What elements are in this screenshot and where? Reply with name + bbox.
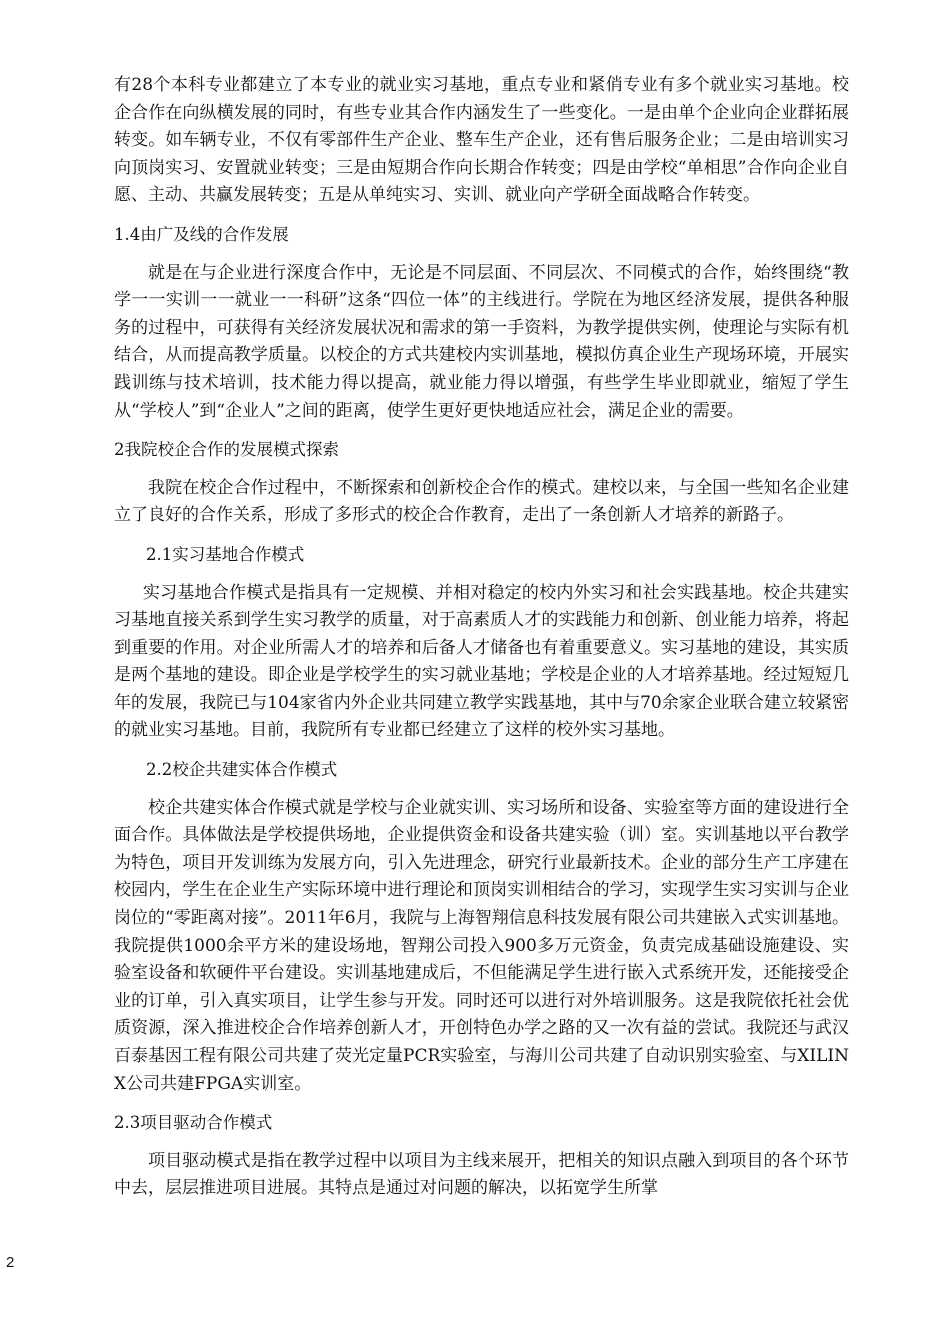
page-number: 2: [6, 1254, 15, 1271]
paragraph-2-1: 实习基地合作模式是指具有一定规模、并相对稳定的校内外实习和社会实践基地。校企共建实习基地直接关系到学生实习教学的质量，对于高素质人才的实践能力和创新、创业能力培养，将起到重要的作用。对企业所需人才的培养和后备人才储备也有着重要意义。实习基地的建设，其实质是两个基地的建设。即企业是学校学生的实习就业基地；学校是企业的人才培养基地。经过短短几年的发展，我院已与104家省内外企业共同建立教学实践基地，其中与70余家企业联合建立较紧密的就业实习基地。目前，我院所有专业都已经建立了这样的校外实习基地。: [114, 582, 849, 741]
document-body: [114, 72, 849, 1203]
heading-2-2: 2.2校企共建实体合作模式: [146, 760, 338, 780]
heading-2-1: 2.1实习基地合作模式: [146, 544, 305, 564]
heading-1-4: 1.4由广及线的合作发展: [114, 224, 289, 244]
heading-2: 2我院校企合作的发展模式探索: [114, 440, 339, 460]
paragraph-2-2: 校企共建实体合作模式就是学校与企业就实训、实习场所和设备、实验室等方面的建设进行全面合作。具体做法是学校提供场地，企业提供资金和设备共建实验（训）室。实训基地以平台教学为特色，项目开发训练为发展方向，引入先进理念，研究行业最新技术。企业的部分生产工序建在校园内，学生在企业生产实际环境中进行理论和顶岗实训相结合的学习，实现学生实习实训与企业岗位的“零距离对接”。2011年6月，我院与上海智翔信息科技发展有限公司共建嵌入式实训基地。我院提供1000余平方米的建设场地，智翔公司投入900多万元资金，负责完成基础设施建设、实验室设备和软硬件平台建设。实训基地建成后，不但能满足学生进行嵌入式系统开发，还能接受企业的订单，引入真实项目，让学生参与开发。同时还可以进行对外培训服务。这是我院依托社会优质资源，深入推进校企合作培养创新人才，开创特色办学之路的又一次有益的尝试。我院还与武汉百泰基因工程有限公司共建了荧光定量PCR实验室，与海川公司共建了自动识别实验室、与XILINX公司共建FPGA实训室。: [114, 797, 849, 1094]
paragraph-2: 我院在校企合作过程中，不断探索和创新校企合作的模式。建校以来，与全国一些知名企业建立了良好的合作关系，形成了多形式的校企合作教育，走出了一条创新人才培养的新路子。: [114, 477, 849, 526]
paragraph-2-3: 项目驱动模式是指在教学过程中以项目为主线来展开，把相关的知识点融入到项目的各个环节中去，层层推进项目进展。其特点是通过对问题的解决，以拓宽学生所掌: [114, 1150, 849, 1199]
paragraph-1-4: 就是在与企业进行深度合作中，无论是不同层面、不同层次、不同模式的合作，始终围绕“教学一一实训一一就业一一科研”这条“四位一体”的主线进行。学院在为地区经济发展，提供各种服务的过程中，可获得有关经济发展状况和需求的第一手资料，为教学提供实例，使理论与实际有机结合，从而提高教学质量。以校企的方式共建校内实训基地，模拟仿真企业生产现场环境，开展实践训练与技术培训，技术能力得以提高，就业能力得以增强，有些学生毕业即就业，缩短了学生从“学校人”到“企业人”之间的距离，使学生更好更快地适应社会，满足企业的需要。: [114, 262, 849, 421]
paragraph-intro: 有28个本科专业都建立了本专业的就业实习基地，重点专业和紧俏专业有多个就业实习基地。校企合作在向纵横发展的同时，有些专业其合作内涵发生了一些变化。一是由单个企业向企业群拓展转变。如车辆专业，不仅有零部件生产企业、整车生产企业，还有售后服务企业；二是由培训实习向顶岗实习、安置就业转变；三是由短期合作向长期合作转变；四是由学校“单相思”合作向企业自愿、主动、共赢发展转变；五是从单纯实习、实训、就业向产学研全面战略合作转变。: [114, 75, 849, 206]
heading-2-3: 2.3项目驱动合作模式: [114, 1113, 273, 1133]
